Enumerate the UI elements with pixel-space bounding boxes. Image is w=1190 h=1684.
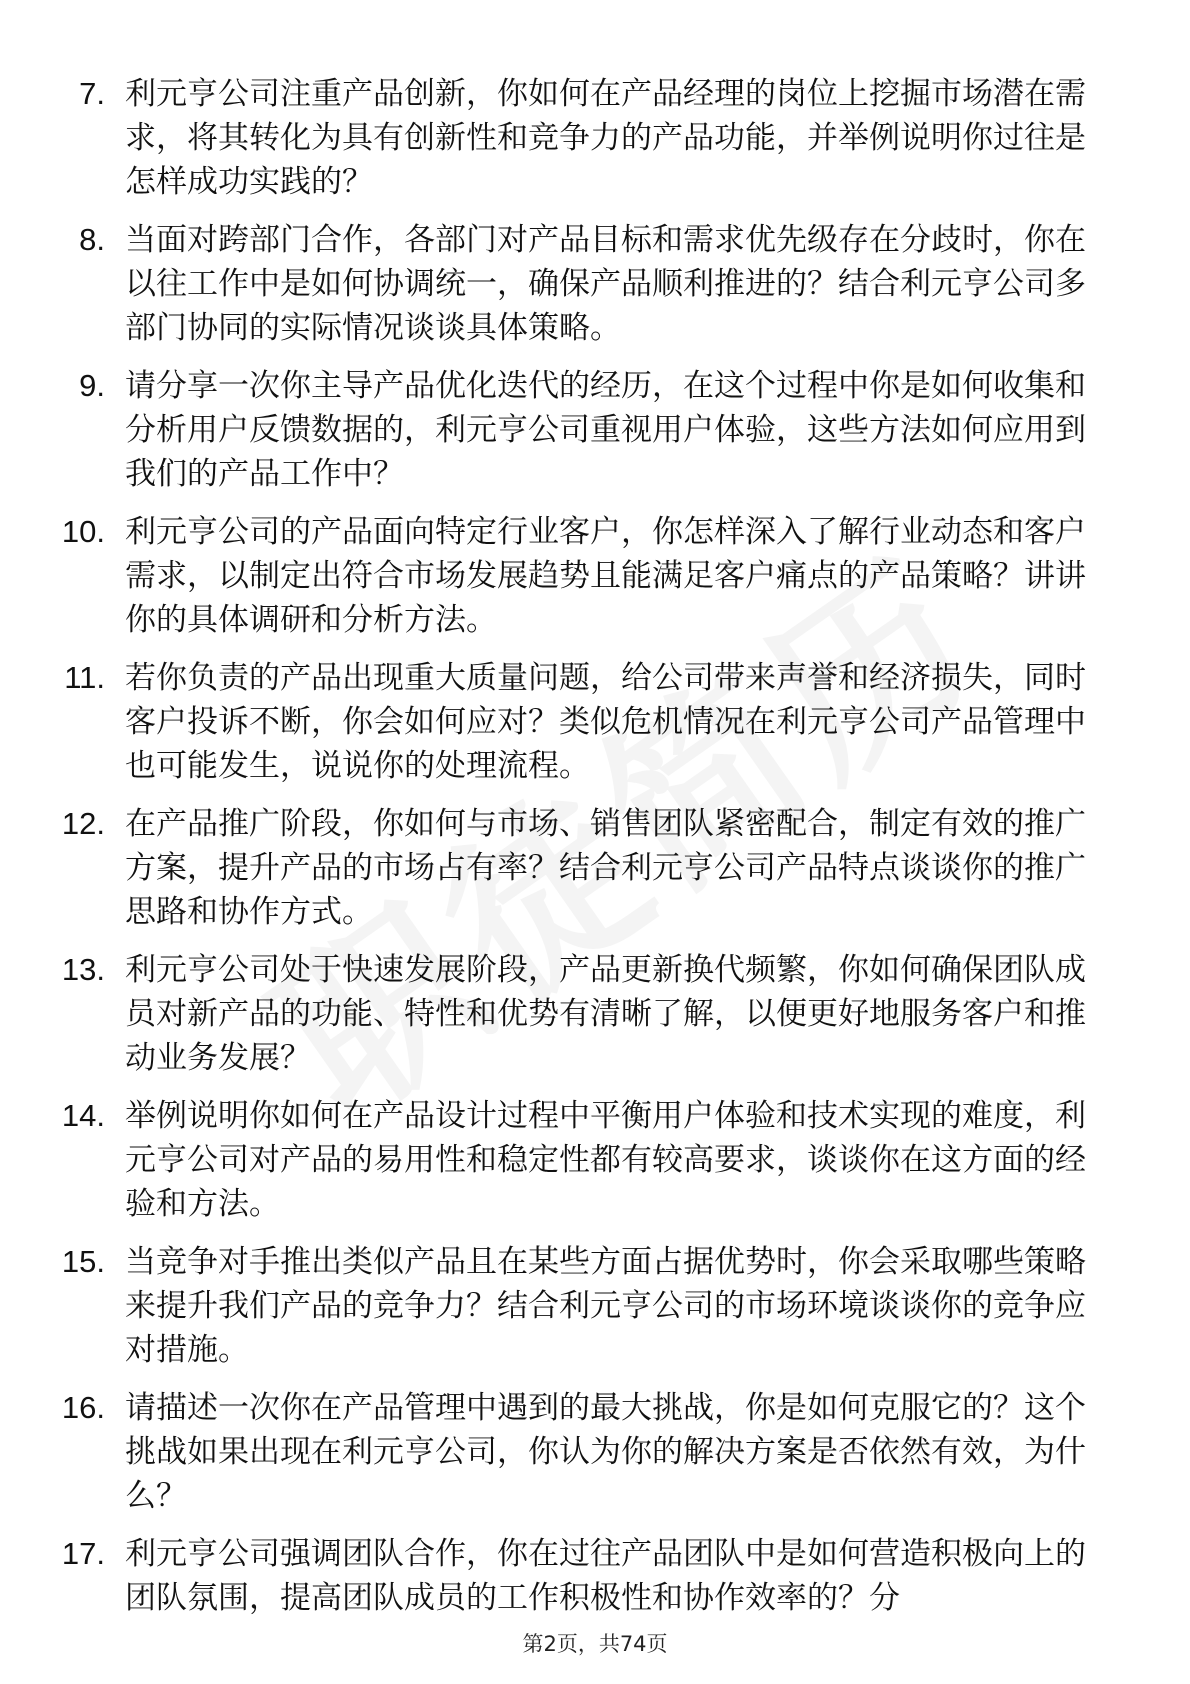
question-number: 13. — [61, 952, 105, 987]
question-text: 举例说明你如何在产品设计过程中平衡用户体验和技术实现的难度，利元亨公司对产品的易用性和稳定性都有较高要求，谈谈你在这方面的经验和方法。 — [125, 1098, 1086, 1222]
question-text: 当面对跨部门合作，各部门对产品目标和需求优先级存在分歧时，你在以往工作中是如何协调统一，确保产品顺利推进的？结合利元亨公司多部门协同的实际情况谈谈具体策略。 — [125, 222, 1086, 346]
question-number: 9. — [79, 368, 105, 403]
question-item — [0, 1386, 1190, 1518]
question-number: 10. — [61, 514, 105, 549]
question-item — [0, 1094, 1190, 1226]
question-list — [0, 72, 1190, 1634]
question-item — [0, 1240, 1190, 1372]
question-text: 利元亨公司的产品面向特定行业客户，你怎样深入了解行业动态和客户需求，以制定出符合市场发展趋势且能满足客户痛点的产品策略？讲讲你的具体调研和分析方法。 — [125, 514, 1086, 638]
question-item — [0, 218, 1190, 350]
question-number: 15. — [61, 1244, 105, 1279]
question-text: 当竞争对手推出类似产品且在某些方面占据优势时，你会采取哪些策略来提升我们产品的竞争力？结合利元亨公司的市场环境谈谈你的竞争应对措施。 — [125, 1244, 1086, 1368]
question-number: 14. — [61, 1098, 105, 1133]
question-item — [0, 948, 1190, 1080]
question-item — [0, 802, 1190, 934]
question-number: 12. — [61, 806, 105, 841]
question-text: 在产品推广阶段，你如何与市场、销售团队紧密配合，制定有效的推广方案，提升产品的市场占有率？结合利元亨公司产品特点谈谈你的推广思路和协作方式。 — [125, 806, 1086, 930]
question-item — [0, 1532, 1190, 1620]
question-number: 11. — [64, 660, 105, 695]
question-text: 利元亨公司注重产品创新，你如何在产品经理的岗位上挖掘市场潜在需求，将其转化为具有创新性和竞争力的产品功能，并举例说明你过往是怎样成功实践的？ — [125, 76, 1086, 200]
question-item — [0, 510, 1190, 642]
question-item — [0, 364, 1190, 496]
question-number: 16. — [61, 1390, 105, 1425]
page-number-label: 第2页，共74页 — [522, 1632, 668, 1656]
question-text: 利元亨公司强调团队合作，你在过往产品团队中是如何营造积极向上的团队氛围，提高团队成员的工作积极性和协作效率的？分 — [125, 1536, 1086, 1616]
question-number: 7. — [79, 76, 105, 111]
question-text: 请描述一次你在产品管理中遇到的最大挑战，你是如何克服它的？这个挑战如果出现在利元亨公司，你认为你的解决方案是否依然有效，为什么？ — [125, 1390, 1086, 1514]
question-text: 利元亨公司处于快速发展阶段，产品更新换代频繁，你如何确保团队成员对新产品的功能、特性和优势有清晰了解，以便更好地服务客户和推动业务发展？ — [125, 952, 1086, 1076]
question-number: 8. — [79, 222, 105, 257]
page-footer — [0, 1628, 1190, 1658]
question-number: 17. — [61, 1536, 105, 1571]
question-text: 请分享一次你主导产品优化迭代的经历，在这个过程中你是如何收集和分析用户反馈数据的，利元亨公司重视用户体验，这些方法如何应用到我们的产品工作中？ — [125, 368, 1086, 492]
question-item — [0, 656, 1190, 788]
question-item — [0, 72, 1190, 204]
question-text: 若你负责的产品出现重大质量问题，给公司带来声誉和经济损失，同时客户投诉不断，你会如何应对？类似危机情况在利元亨公司产品管理中也可能发生，说说你的处理流程。 — [125, 660, 1086, 784]
